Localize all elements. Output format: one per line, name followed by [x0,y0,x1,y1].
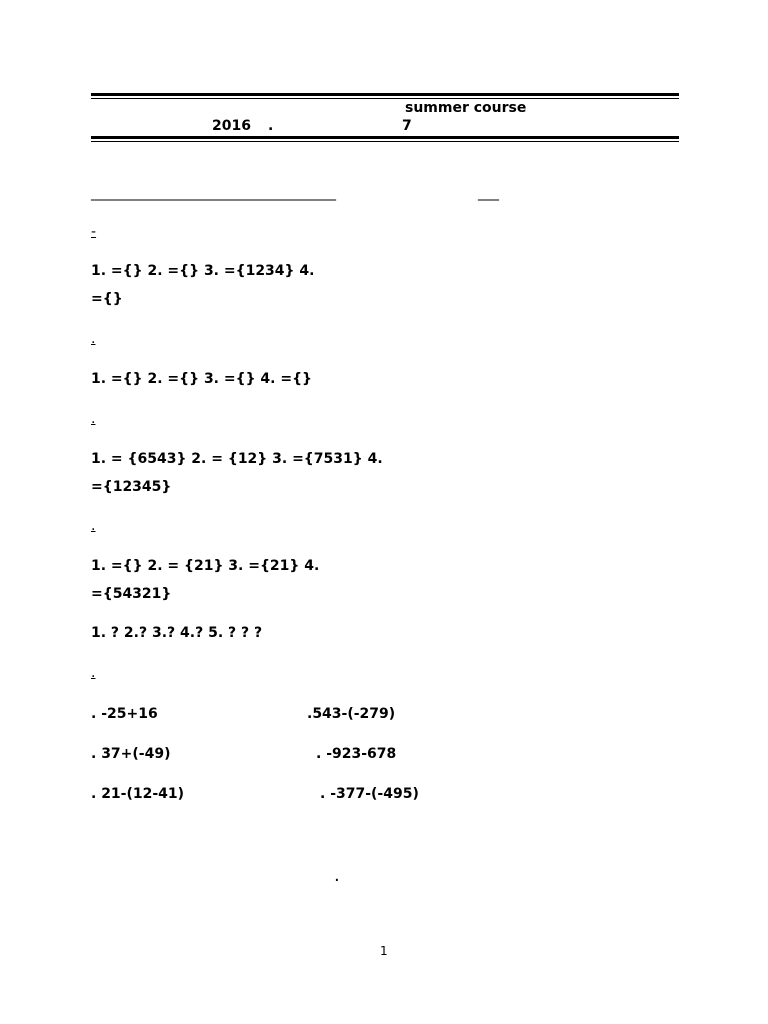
page-number: 1 [380,944,388,958]
section-4-heading: . [91,518,96,534]
roll-blank[interactable]: ___ [478,185,499,201]
section-4-line-2: ={54321} [91,586,172,602]
section-2-heading: . [91,331,96,347]
section-2-line-1: 1. ={} 2. ={} 3. ={} 4. ={} [91,371,313,387]
header-month-number: 7 [402,118,412,134]
roll-field [478,185,499,201]
header-bottom-rule-thin [91,141,679,142]
header-year: 2016 [212,118,251,134]
arithmetic-item-e: . 21-(12-41) [91,786,185,802]
class-blank[interactable]: _______ [287,185,336,201]
closing-line-2: . [334,865,340,886]
arithmetic-item-d: . -923-678 [316,746,397,762]
section-1-line-1: 1. ={} 2. ={} 3. ={1234} 4. [91,263,315,279]
header-dot: . [268,118,274,134]
section-1-heading: - [91,224,97,240]
name-blank[interactable]: ____________________________ [91,185,287,201]
arithmetic-item-b: .543-(-279) [307,706,396,722]
header-bottom-rule-thick [91,136,679,139]
student-info-line [91,185,336,201]
arithmetic-item-f: . -377-(-495) [320,786,419,802]
header-course: summer course [405,100,527,116]
arithmetic-item-c: . 37+(-49) [91,746,171,762]
section-3-line-1: 1. = {6543} 2. = {12} 3. ={7531} 4. [91,451,383,467]
section-1-line-2: ={} [91,291,123,307]
header-top-rule-thin [91,98,679,99]
question-row: 1. ? 2.? 3.? 4.? 5. ? ? ? [91,625,263,641]
arithmetic-heading: . [91,665,96,681]
section-4-line-1: 1. ={} 2. = {21} 3. ={21} 4. [91,558,320,574]
header-month [402,118,412,134]
section-3-line-2: ={12345} [91,479,172,495]
arithmetic-item-a: . -25+16 [91,706,158,722]
section-3-heading: . [91,411,96,427]
header-top-rule-thick [91,93,679,96]
